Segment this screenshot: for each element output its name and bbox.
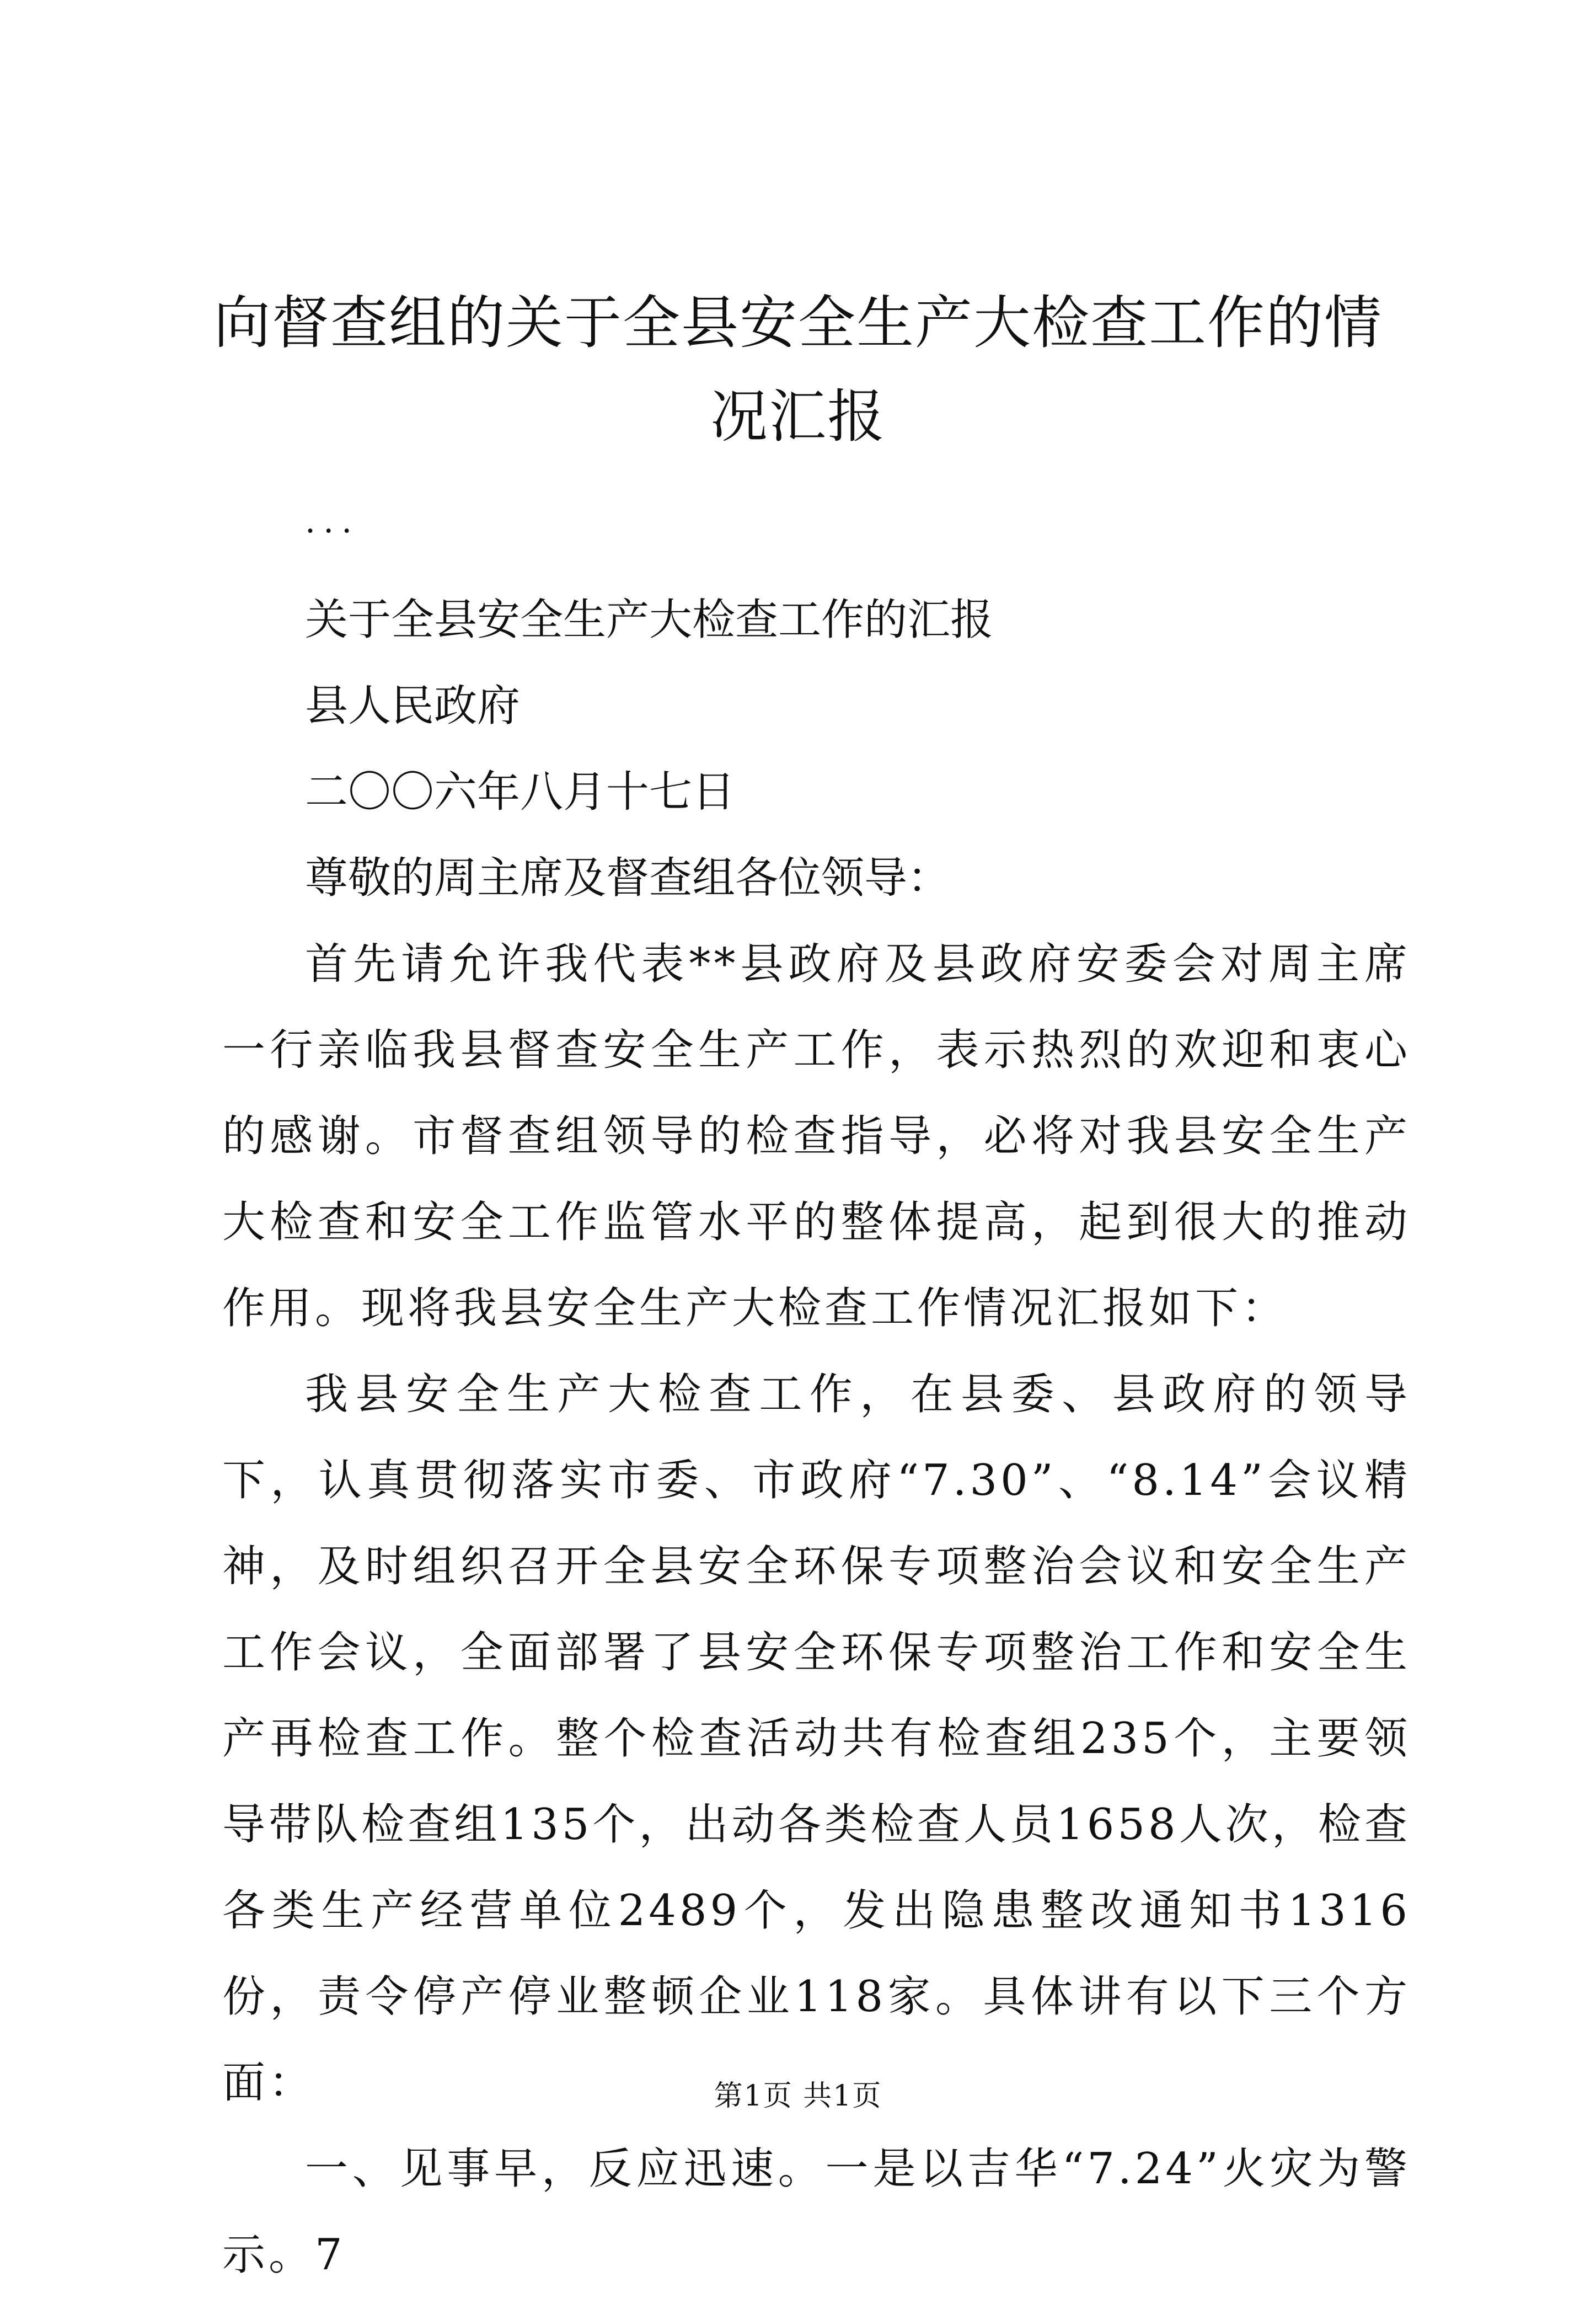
report-author: 县人民政府 [305, 681, 521, 731]
paragraph-section-one: 一、见事早，反应迅速。一是以吉华“7.24”火灾为警示。7 [222, 2144, 1411, 2280]
document-body [222, 491, 1411, 2298]
report-subtitle: 关于全县安全生产大检查工作的汇报 [305, 595, 994, 645]
report-date: 二〇〇六年八月十七日 [305, 767, 736, 817]
paragraph-overview: 我县安全生产大检查工作，在县委、县政府的领导下，认真贯彻落实市委、市政府“7.30”、“8.14”会议精神，及时组织召开全县安全环保专项整治会议和安全生产工作会议，全面部署了县安全环保专项整治工作和安全生产再检查工作。整个检查活动共有检查组235个，主要领导带队检查组135个，出动各类检查人员1658人次，检查各类生产经营单位2489个，发出隐患整改通知书1316份，责令停产停业整顿企业118家。具体讲有以下三个方面： [222, 1370, 1411, 2108]
salutation: 尊敬的周主席及督查组各位领导： [305, 853, 951, 903]
document-title: 向督查组的关于全县安全生产大检查工作的情况汇报 [213, 289, 1383, 450]
page-footer: 第1页 共1页 [714, 2080, 882, 2113]
ellipsis-marker: ... [305, 502, 360, 541]
paragraph-intro: 首先请允许我代表**县政府及县政府安委会对周主席一行亲临我县督查安全生产工作，表示热烈的欢迎和衷心的感谢。市督查组领导的检查指导，必将对我县安全生产大检查和安全工作监管水平的整体提高，起到很大的推动作用。现将我县安全生产大检查工作情况汇报如下： [222, 939, 1411, 1333]
